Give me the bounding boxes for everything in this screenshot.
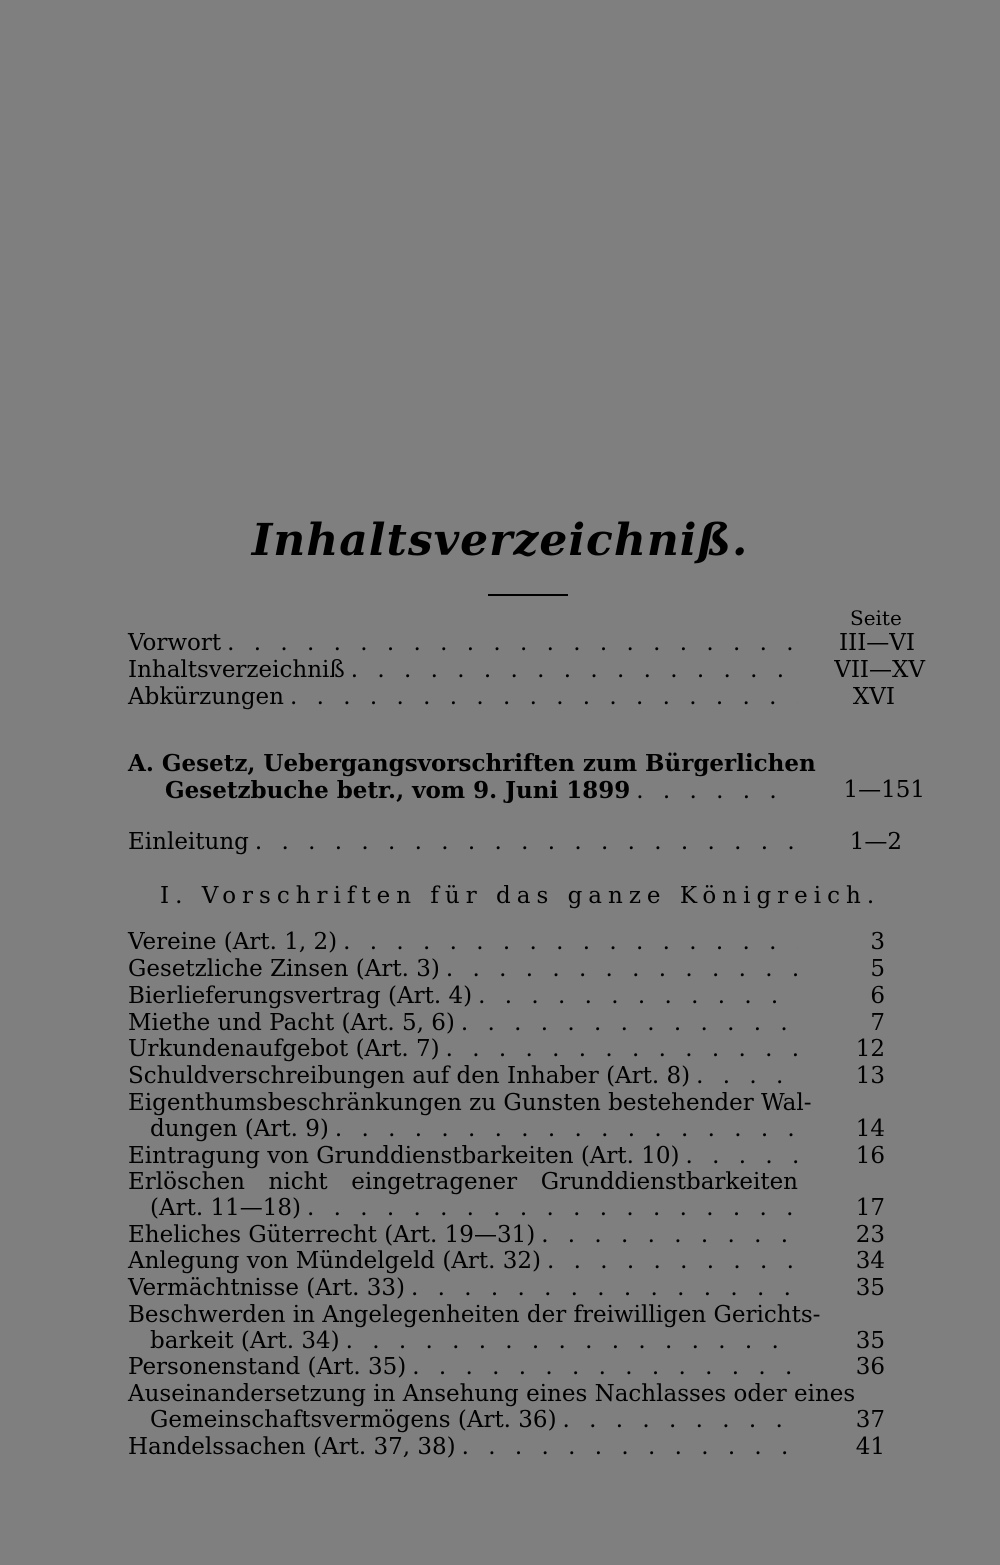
leader-dots [535, 1222, 798, 1249]
toc-entry [128, 1434, 798, 1461]
toc-entry-first-line: Eigenthumsbeschränkungen zu Gunsten bestehender Wal- [128, 1090, 812, 1116]
toc-entry-label: Abkürzungen [128, 684, 284, 710]
toc-entry [128, 1275, 798, 1302]
toc-entry-label: Personenstand (Art. 35) [128, 1354, 407, 1380]
toc-entry-label: dungen (Art. 9) [150, 1116, 329, 1142]
toc-entry [128, 1354, 798, 1381]
toc-entry-page: 35 [855, 1328, 885, 1354]
toc-entry-page: 13 [855, 1063, 885, 1089]
toc-entry-vorwort [128, 630, 798, 657]
toc-entry-page: 5 [870, 956, 885, 982]
leader-dots [440, 1036, 798, 1063]
toc-entry-page: 7 [870, 1010, 885, 1036]
toc-entry [128, 1222, 798, 1249]
toc-entry [128, 929, 798, 956]
toc-entry-label: Gesetzliche Zinsen (Art. 3) [128, 956, 440, 982]
toc-entry-page: 23 [855, 1222, 885, 1248]
toc-entry-label: Handelssachen (Art. 37, 38) [128, 1434, 456, 1460]
leader-dots [406, 1354, 798, 1381]
toc-entry-label: Vermächtnisse (Art. 33) [128, 1275, 405, 1301]
leader-dots [301, 1195, 798, 1222]
leader-dots [345, 657, 798, 684]
toc-entry-page: 16 [855, 1143, 885, 1169]
toc-entry-label: Inhaltsverzeichniß [128, 657, 345, 683]
toc-entry-page: XVI [852, 684, 895, 710]
toc-entry [150, 1195, 798, 1222]
toc-entry-inhaltsverzeichnis [128, 657, 798, 684]
toc-entry [150, 1328, 798, 1355]
toc-entry-label: Miethe und Pacht (Art. 5, 6) [128, 1010, 455, 1036]
toc-entry-page: 17 [855, 1195, 885, 1221]
leader-dots [440, 956, 798, 983]
toc-entry-page: VII—XV [834, 657, 925, 683]
toc-entry-page: 1—2 [849, 829, 902, 855]
toc-entry-abkuerzungen [128, 684, 798, 711]
toc-entry-page: 37 [855, 1407, 885, 1433]
page-title: Inhaltsverzeichniß. [251, 515, 749, 566]
toc-entry-page: 14 [855, 1116, 885, 1142]
toc-entry [128, 1143, 798, 1170]
toc-entry-label: Eheliches Güterrecht (Art. 19—31) [128, 1222, 536, 1248]
toc-entry-page: III—VI [839, 630, 915, 656]
leader-dots [455, 1010, 798, 1037]
leader-dots [249, 829, 798, 856]
leader-dots [541, 1248, 798, 1275]
leader-dots [630, 778, 798, 805]
leader-dots [557, 1407, 798, 1434]
toc-entry-page: 12 [855, 1036, 885, 1062]
toc-entry-label: barkeit (Art. 34) [150, 1328, 340, 1354]
toc-entry-label: (Art. 11—18) [150, 1195, 301, 1221]
section-a-heading: A. Gesetz, Uebergangsvorschriften zum Bürgerlichen [128, 750, 816, 777]
toc-entry-page: 35 [855, 1275, 885, 1301]
toc-entry-label: Gemeinschaftsvermögens (Art. 36) [150, 1407, 557, 1433]
part-heading: I. Vorschriften für das ganze Königreich. [160, 883, 881, 909]
leader-dots [337, 929, 798, 956]
title-divider [488, 594, 568, 596]
leader-dots [284, 684, 798, 711]
toc-entry [128, 1248, 798, 1275]
toc-entry-first-line: Auseinandersetzung in Ansehung eines Nachlasses oder eines [128, 1381, 856, 1407]
toc-entry-label: Vereine (Art. 1, 2) [128, 929, 338, 955]
toc-entry-label: Vorwort [128, 630, 222, 656]
leader-dots [456, 1434, 798, 1461]
toc-entry-label: Einleitung [128, 829, 249, 855]
toc-entry-page: 6 [870, 983, 885, 1009]
leader-dots [472, 983, 798, 1010]
toc-entry [128, 1063, 798, 1090]
toc-entry [150, 1116, 798, 1143]
toc-entry-page: 1—151 [843, 777, 925, 803]
leader-dots [405, 1275, 798, 1302]
leader-dots [340, 1328, 798, 1355]
toc-entry-label: Anlegung von Mündelgeld (Art. 32) [128, 1248, 542, 1274]
toc-entry-first-line: Beschwerden in Angelegenheiten der freiwilligen Gerichts- [128, 1302, 821, 1328]
section-a-heading-cont [165, 777, 798, 805]
toc-entry-page: 41 [855, 1434, 885, 1460]
toc-entry-label: Bierlieferungsvertrag (Art. 4) [128, 983, 473, 1009]
toc-entry-label: Eintragung von Grunddienstbarkeiten (Art. 10) [128, 1143, 680, 1169]
page-column-header: Seite [850, 606, 902, 630]
toc-entry-first-line: Erlöschen nicht eingetragener Grunddienstbarkeiten [128, 1169, 798, 1195]
toc-entry [128, 1010, 798, 1037]
toc-entry [150, 1407, 798, 1434]
toc-entry [128, 1036, 798, 1063]
toc-entry-page: 34 [855, 1248, 885, 1274]
leader-dots [329, 1116, 798, 1143]
toc-entry-label: Gesetzbuche betr., vom 9. Juni 1899 [165, 777, 631, 804]
toc-entry-page: 36 [855, 1354, 885, 1380]
toc-entry-einleitung [128, 829, 798, 856]
toc-entry-page: 3 [870, 929, 885, 955]
toc-entry-label: Urkundenaufgebot (Art. 7) [128, 1036, 440, 1062]
toc-entry-label: Schuldverschreibungen auf den Inhaber (Art. 8) [128, 1063, 691, 1089]
toc-entry [128, 983, 798, 1010]
toc-entry [128, 956, 798, 983]
leader-dots [221, 630, 798, 657]
